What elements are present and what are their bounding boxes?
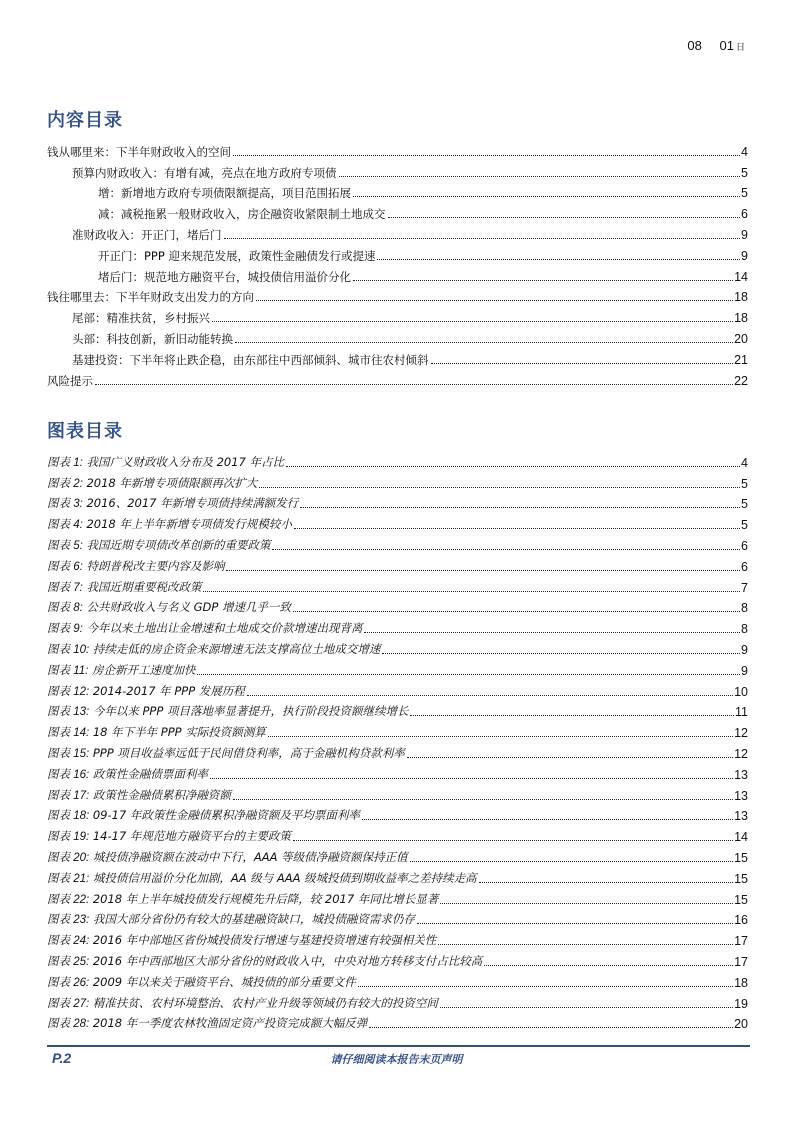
figure-label: 图表 20: [47, 851, 90, 864]
toc-entry[interactable] [47, 242, 748, 263]
figure-entry-page: 5 [741, 497, 748, 512]
figure-entry[interactable] [47, 948, 748, 969]
dot-leader [226, 570, 740, 571]
figure-label: 图表 5: [47, 539, 83, 552]
figure-label: 图表 3: [47, 498, 83, 511]
dot-leader [353, 196, 740, 197]
dot-leader [247, 695, 733, 696]
figure-entry-title [47, 517, 294, 532]
figure-caption: 我国大部分省份仍有较大的基建融资缺口，城投债融资需求仍存 [92, 912, 415, 927]
dot-leader [438, 944, 733, 945]
toc-entry-title: 准财政收入：开正门，堵后门 [72, 227, 222, 242]
toc-entry-page: 6 [741, 207, 748, 222]
figure-entry-page: 5 [741, 476, 748, 491]
figure-caption: 2018 年新增专项债限额再次扩大 [86, 475, 258, 490]
figure-entry[interactable] [47, 740, 748, 761]
figure-entry[interactable] [47, 907, 748, 928]
figure-entry[interactable] [47, 678, 748, 699]
figure-entry-title [47, 954, 484, 969]
toc-entry-title: 增：新增地方政府专项债限额提高，项目范围拓展 [98, 186, 351, 201]
figure-entry[interactable] [47, 657, 748, 678]
figure-entry-page: 15 [734, 850, 748, 865]
dot-leader [203, 591, 740, 592]
toc-entry-page: 4 [741, 144, 748, 159]
dot-leader [358, 986, 733, 987]
figure-caption: 2018 年上半年新增专项债发行规模较小 [86, 517, 292, 532]
date-day: 01 [719, 38, 734, 53]
figure-label: 图表 21: [47, 872, 90, 885]
figure-label: 图表 26: [47, 976, 90, 989]
figure-label: 图表 14: [47, 727, 90, 740]
figure-entry-title [47, 684, 247, 699]
figure-caption: 14-17 年规范地方融资平台的主要政策 [92, 829, 291, 844]
figure-entry-title [47, 975, 358, 990]
toc-entry-page: 9 [741, 227, 748, 242]
figure-caption: 今年以来土地出让金增速和土地成交价款增速出现背离 [86, 621, 363, 636]
figure-entry-title [47, 621, 364, 636]
figure-entry-title [47, 642, 382, 657]
figure-entry-title [47, 704, 410, 719]
figure-entry[interactable] [47, 449, 748, 470]
figure-caption: 我国近期专项债改革创新的重要政策 [86, 537, 271, 552]
figure-entry-title [47, 933, 438, 948]
figure-label: 图表 24: [47, 935, 90, 948]
figure-entry-page: 4 [741, 455, 748, 470]
figure-label: 图表 18: [47, 810, 90, 823]
figure-entry-title [47, 496, 300, 511]
toc-entry-page: 21 [734, 352, 748, 367]
figure-entry[interactable] [47, 470, 748, 491]
toc-entry-page: 5 [741, 165, 748, 180]
dot-leader [197, 674, 740, 675]
dot-leader [256, 300, 733, 301]
figure-entry[interactable] [47, 865, 748, 886]
figure-label: 图表 17: [47, 789, 90, 802]
toc-entry[interactable] [47, 346, 748, 367]
toc-entry-title: 减：减税拖累一般财政收入，房企融资收紧限制土地成交 [98, 207, 386, 222]
figure-entry-page: 10 [734, 684, 748, 699]
dot-leader [268, 736, 733, 737]
dot-leader [369, 1027, 733, 1028]
figure-entry-page: 6 [741, 538, 748, 553]
figure-entry-page: 16 [734, 913, 748, 928]
figure-entry[interactable] [47, 574, 748, 595]
dot-leader [259, 487, 740, 488]
figure-entry-title [47, 476, 259, 491]
figure-caption: 2009 年以来关于融资平台、城投债的部分重要文件 [92, 974, 356, 989]
dot-leader [353, 280, 733, 281]
toc-entry-title: 预算内财政收入：有增有减，亮点在地方政府专项债 [72, 165, 337, 180]
dot-leader [440, 1007, 733, 1008]
toc-entry[interactable] [47, 159, 748, 180]
figure-caption: 2016 年中部地区省份城投债发行增速与基建投资增速有较强相关性 [92, 933, 437, 948]
figure-entry[interactable] [47, 719, 748, 740]
dot-leader [431, 363, 734, 364]
figure-entry-page: 6 [741, 559, 748, 574]
dot-leader [364, 632, 740, 633]
figure-entry-title [47, 829, 293, 844]
dot-leader [377, 259, 740, 260]
figure-entry-title [47, 580, 203, 595]
figure-entry-page: 13 [734, 767, 748, 782]
dot-leader [235, 342, 733, 343]
figure-entry[interactable] [47, 886, 748, 907]
figure-caption: PPP 项目收益率远低于民间借贷利率，高于金融机构贷款利率 [92, 745, 405, 760]
dot-leader [272, 549, 740, 550]
dot-leader [484, 965, 733, 966]
toc-entry-title: 钱往哪里去：下半年财政支出发力的方向 [47, 290, 254, 305]
figure-entry-title [47, 871, 479, 886]
figure-entry[interactable] [47, 803, 748, 824]
figure-caption: 2014-2017 年 PPP 发展历程 [92, 683, 245, 698]
figure-label: 图表 7: [47, 581, 83, 594]
figure-entry-page: 13 [734, 809, 748, 824]
figure-entry-page: 8 [741, 601, 748, 616]
figure-caption: 我国近期重要税改政策 [86, 579, 202, 594]
figure-entry[interactable] [47, 990, 748, 1011]
figure-label: 图表 9: [47, 623, 83, 636]
dot-leader [212, 321, 733, 322]
toc-entry-page: 18 [734, 290, 748, 305]
dot-leader [479, 882, 733, 883]
toc-entry-title: 尾部：精准扶贫，乡村振兴 [72, 311, 210, 326]
toc-entry-page: 5 [741, 186, 748, 201]
figure-entry[interactable] [47, 636, 748, 657]
figure-label: 图表 22: [47, 893, 90, 906]
toc-entry-title: 堵后门：规范地方融资平台，城投债信用溢价分化 [98, 269, 351, 284]
figure-caption: 房企新开工速度加快 [91, 662, 196, 677]
figure-label: 图表 8: [47, 602, 83, 615]
figure-entry-title [47, 912, 417, 927]
toc-entry-page: 14 [734, 269, 748, 284]
figure-caption: 精准扶贫、农村环境整治、农村产业升级等领域仍有较大的投资空间 [92, 995, 438, 1010]
toc-entry[interactable] [47, 263, 748, 284]
figure-entry-title [47, 808, 362, 823]
dot-leader [224, 238, 741, 239]
figure-entry-page: 8 [741, 622, 748, 637]
figure-entry-title [47, 767, 210, 782]
contents-title: 内容目录 [47, 110, 123, 131]
figure-label: 图表 15: [47, 747, 90, 760]
figure-entry-page: 20 [734, 1017, 748, 1032]
figure-entry-page: 9 [741, 642, 748, 657]
figure-label: 图表 10: [47, 643, 90, 656]
figure-entry-title [47, 538, 272, 553]
figure-entry[interactable] [47, 761, 748, 782]
dot-leader [440, 903, 733, 904]
figure-caption: 特朗普税改主要内容及影响 [86, 558, 225, 573]
figure-caption: 2018 年上半年城投债发行规模先升后降，较 2017 年同比增长显著 [92, 891, 439, 906]
figure-entry[interactable] [47, 844, 748, 865]
toc-entry-page: 20 [734, 331, 748, 346]
dot-leader [293, 840, 733, 841]
dot-leader [382, 653, 740, 654]
figure-entry-page: 15 [734, 892, 748, 907]
dot-leader [233, 155, 740, 156]
figure-entry-title [47, 663, 197, 678]
toc-entry-page: 22 [734, 373, 748, 388]
toc-entry[interactable] [47, 284, 748, 305]
figure-entry[interactable] [47, 615, 748, 636]
figure-entry-title [47, 559, 226, 574]
figure-entry-title [47, 996, 440, 1011]
toc-entry-title: 开正门：PPP 迎来规范发展，政策性金融债发行或提速 [98, 248, 376, 263]
figure-entry-page: 7 [741, 580, 748, 595]
dot-leader [410, 715, 734, 716]
dot-leader [407, 757, 733, 758]
toc-entry[interactable] [47, 325, 748, 346]
figure-entry-title [47, 850, 410, 865]
figure-entry[interactable] [47, 969, 748, 990]
dot-leader [294, 528, 740, 529]
figure-caption: 今年以来 PPP 项目落地率显著提升，执行阶段投资额继续增长 [92, 704, 409, 719]
figure-entry-title [47, 455, 286, 470]
figure-entry-title [47, 725, 268, 740]
figure-caption: 09-17 年政策性金融债累积净融资额及平均票面利率 [92, 808, 360, 823]
figure-caption: 城投债净融资额在波动中下行，AAA 等级债净融资额保持正值 [92, 849, 408, 864]
figure-entry[interactable] [47, 823, 748, 844]
figure-entry[interactable] [47, 1011, 748, 1032]
figure-label: 图表 23: [47, 914, 90, 927]
figure-entry[interactable] [47, 699, 748, 720]
figure-entry[interactable] [47, 782, 748, 803]
dot-leader [417, 923, 733, 924]
figure-entry-page: 15 [734, 871, 748, 886]
figure-label: 图表 16: [47, 768, 90, 781]
dot-leader [293, 611, 740, 612]
figure-entry-page: 18 [734, 975, 748, 990]
toc-entry-title: 钱从哪里来：下半年财政收入的空间 [47, 144, 231, 159]
footer-disclaimer: 请仔细阅读本报告末页声明 [330, 1053, 463, 1066]
figure-entry-page: 11 [735, 705, 748, 720]
figure-label: 图表 2: [47, 477, 83, 490]
figure-entry-page: 14 [734, 830, 748, 845]
figure-entry-title [47, 746, 407, 761]
figure-caption: 18 年下半年 PPP 实际投资额测算 [92, 725, 266, 740]
figure-entry[interactable] [47, 491, 748, 512]
figure-entry-page: 19 [734, 996, 748, 1011]
figure-entry-page: 17 [734, 954, 748, 969]
figures-title: 图表目录 [47, 421, 123, 442]
toc-entry-page: 18 [734, 311, 748, 326]
dot-leader [300, 507, 740, 508]
toc-entry[interactable] [47, 138, 748, 159]
dot-leader [339, 176, 741, 177]
figure-label: 图表 28: [47, 1018, 90, 1031]
report-date [673, 38, 745, 53]
figure-caption: 公共财政收入与名义 GDP 增速几乎一致 [86, 600, 291, 615]
toc-entry[interactable] [47, 200, 748, 221]
toc-entry[interactable] [47, 221, 748, 242]
figure-label: 图表 11: [47, 664, 89, 677]
footer-divider [47, 1045, 750, 1047]
figure-entry-page: 17 [734, 934, 748, 949]
dot-leader [210, 778, 733, 779]
date-month: 08 [687, 38, 702, 53]
dot-leader [286, 466, 740, 467]
figure-label: 图表 25: [47, 955, 90, 968]
dot-leader [388, 217, 741, 218]
figure-entry-title [47, 788, 233, 803]
figure-caption: 持续走低的房企资金来源增速无法支撑高位土地成交增速 [92, 641, 381, 656]
toc-entry-page: 9 [741, 248, 748, 263]
dot-leader [362, 819, 733, 820]
figure-entry[interactable] [47, 595, 748, 616]
dot-leader [233, 799, 733, 800]
figure-entry-page: 9 [741, 663, 748, 678]
figure-label: 图表 4: [47, 519, 83, 532]
figure-label: 图表 6: [47, 560, 83, 573]
figure-caption: 2018 年一季度农林牧渔固定资产投资完成额大幅反弹 [92, 1016, 368, 1031]
figure-label: 图表 1: [47, 456, 83, 469]
list-of-figures [47, 449, 748, 1031]
dot-leader [95, 384, 733, 385]
figure-entry[interactable] [47, 927, 748, 948]
toc-entry-title: 头部：科技创新，新旧动能转换 [72, 331, 233, 346]
figure-entry-page: 12 [734, 726, 748, 741]
figure-entry-title [47, 600, 293, 615]
figure-entry[interactable] [47, 532, 748, 553]
toc-entry-title: 基建投资：下半年将止跌企稳，由东部往中西部倾斜、城市往农村倾斜 [72, 352, 429, 367]
figure-caption: 政策性金融债累积净融资额 [92, 787, 231, 802]
figure-caption: 我国广义财政收入分布及 2017 年占比 [86, 454, 285, 469]
figure-entry-page: 5 [741, 518, 748, 533]
figure-entry-title [47, 1016, 369, 1031]
figure-entry[interactable] [47, 511, 748, 532]
date-day-suffix: 日 [735, 42, 745, 52]
figure-label: 图表 19: [47, 831, 90, 844]
figure-entry-title [47, 892, 440, 907]
figure-label: 图表 13: [47, 706, 90, 719]
figure-caption: 2016、2017 年新增专项债持续满额发行 [86, 496, 299, 511]
toc-entry[interactable] [47, 304, 748, 325]
figure-label: 图表 27: [47, 997, 90, 1010]
figure-label: 图表 12: [47, 685, 90, 698]
toc-entry[interactable] [47, 180, 748, 201]
page-number: P.2 [52, 1050, 72, 1066]
toc-entry-title: 风险提示 [47, 373, 93, 388]
figure-caption: 2016 年中西部地区大部分省份的财政收入中，中央对地方转移支付占比较高 [92, 953, 483, 968]
toc-entry[interactable] [47, 367, 748, 388]
figure-caption: 政策性金融债票面利率 [92, 766, 208, 781]
figure-entry[interactable] [47, 553, 748, 574]
figure-entry-page: 13 [734, 788, 748, 803]
figure-entry-page: 12 [734, 746, 748, 761]
figure-caption: 城投债信用溢价分化加剧，AA 级与 AAA 级城投债到期收益率之差持续走高 [92, 870, 477, 885]
dot-leader [410, 861, 733, 862]
table-of-contents [47, 138, 748, 388]
